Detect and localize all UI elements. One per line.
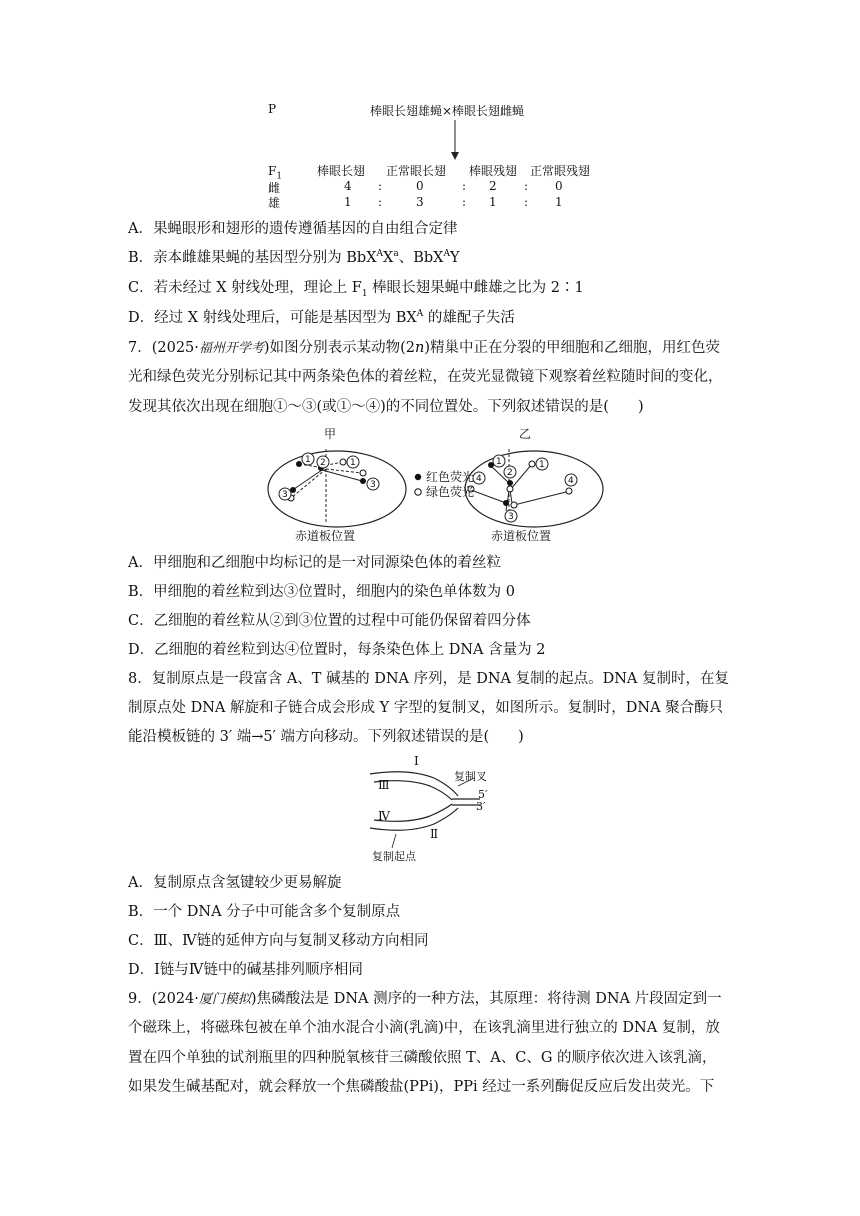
fig-jia-label: 甲	[324, 427, 337, 441]
svg-text:4: 4	[476, 474, 482, 484]
colon: :	[524, 195, 529, 209]
q9-stem-line-1: 9．(2024·厦门模拟)焦磷酸法是 DNA 测序的一种方法，其原理：将待测 DNA 片段固定到一	[128, 991, 722, 1007]
cross-text: 棒眼长翅雄蝇×棒眼长翅雌蝇	[370, 104, 525, 118]
q6-option-a: A．果蝇眼形和翅形的遗传遵循基因的自由组合定律	[128, 221, 458, 237]
svg-text:2: 2	[507, 468, 513, 478]
female-value: 0	[555, 179, 563, 193]
male-value: 1	[344, 195, 352, 209]
cell-figure	[266, 423, 606, 545]
end-3-label: 3′	[476, 800, 486, 813]
cross-figure	[260, 98, 620, 214]
male-value: 1	[489, 195, 497, 209]
end-5-label: 5′	[478, 788, 488, 801]
q8-stem-line-1: 8．复制原点是一段富含 A、T 碱基的 DNA 序列，是 DNA 复制的起点。DNA 复制时，在复	[128, 671, 729, 687]
q9-stem-line-3: 置在四个单独的试剂瓶里的四种脱氧核苷三磷酸依照 T、A、C、G 的顺序依次进入该乳滴，	[128, 1050, 717, 1066]
q7-stem-line-2: 光和绿色荧光分别标记其中两条染色体的着丝粒，在荧光显微镜下观察着丝粒随时间的变化，	[128, 369, 723, 385]
svg-text:1: 1	[305, 455, 311, 465]
q7-stem-line-1: 7．(2025·福州开学考)如图分别表示某动物(2n)精巢中正在分裂的甲细胞和乙细胞，用红色荧	[128, 340, 720, 356]
strand-iv-label: Ⅳ	[378, 809, 390, 823]
plate-label-jia: 赤道板位置	[295, 529, 356, 543]
colon: :	[378, 195, 383, 209]
fig-yi-label: 乙	[519, 427, 532, 441]
f1-header-4: 正常眼残翅	[530, 164, 591, 178]
male-label: 雄	[268, 196, 281, 210]
q6-option-b: B．亲本雌雄果蝇的基因型分别为 $BbX^AX^a$、BbX$^A$Y	[128, 249, 460, 266]
strand-ii-label: Ⅱ	[430, 827, 439, 841]
colon: :	[524, 179, 529, 193]
q8-stem-line-2: 制原点处 DNA 解旋和子链合成会形成 Y 字型的复制叉，如图所示。复制时，DNA 聚合酶只	[128, 700, 724, 716]
colon: :	[462, 179, 467, 193]
f1-label: $F_1$	[268, 164, 283, 182]
strand-i-label: Ⅰ	[414, 754, 419, 768]
replication-fork-figure	[368, 756, 508, 864]
q7-option-b: B．甲细胞的着丝粒到达③位置时，细胞内的染色单体数为 0	[128, 584, 515, 600]
q9-stem-line-4: 如果发生碱基配对，就会释放一个焦磷酸盐(PPi)，PPi 经过一系列酶促反应后发出荧光。下	[128, 1079, 715, 1095]
f1-header-1: 棒眼长翅	[317, 164, 366, 178]
female-value: 0	[416, 179, 424, 193]
q6-option-d: D．经过 X 射线处理后，可能是基因型为 $BX^A$ 的雄配子失活	[128, 309, 515, 326]
female-value: 4	[344, 179, 352, 193]
q8-option-a: A．复制原点含氢键较少更易解旋	[128, 875, 342, 891]
q7-option-c: C．乙细胞的着丝粒从②到③位置的过程中可能仍保留着四分体	[128, 613, 531, 629]
male-value: 3	[416, 195, 424, 209]
svg-text:1: 1	[496, 457, 502, 467]
legend-red: 红色荧光	[426, 470, 475, 484]
q8-option-b: B．一个 DNA 分子中可能含多个复制原点	[128, 904, 401, 920]
svg-text:1: 1	[539, 460, 545, 470]
q8-option-c: C．Ⅲ、Ⅳ链的延伸方向与复制叉移动方向相同	[128, 933, 429, 949]
q7-option-a: A．甲细胞和乙细胞中均标记的是一对同源染色体的着丝粒	[128, 555, 501, 571]
q7-stem-line-3: 发现其依次出现在细胞①～③(或①～④)的不同位置处。下列叙述错误的是( )	[128, 399, 644, 415]
male-value: 1	[555, 195, 563, 209]
q8-option-d: D．Ⅰ链与Ⅳ链中的碱基排列顺序相同	[128, 962, 363, 978]
q6-option-c: C．若未经过 X 射线处理，理论上 $F_1$ 棒眼长翅果蝇中雌雄之比为 2∶1	[128, 280, 584, 299]
f1-header-3: 棒眼残翅	[469, 164, 518, 178]
svg-text:4: 4	[568, 476, 574, 486]
strand-iii-label: Ⅲ	[378, 778, 390, 792]
plate-label-yi: 赤道板位置	[491, 529, 552, 543]
colon: :	[378, 179, 383, 193]
svg-text:2: 2	[320, 458, 326, 468]
q8-stem-line-3: 能沿模板链的 3′ 端→5′ 端方向移动。下列叙述错误的是( )	[128, 729, 524, 745]
q7-option-d: D．乙细胞的着丝粒到达④位置时，每条染色体上 DNA 含量为 2	[128, 642, 546, 658]
arrow-down-icon	[450, 120, 460, 160]
f1-header-2: 正常眼长翅	[386, 164, 447, 178]
svg-text:1: 1	[350, 458, 356, 468]
female-label: 雌	[268, 181, 281, 195]
colon: :	[462, 195, 467, 209]
p-label: P	[268, 102, 277, 116]
svg-text:3: 3	[370, 480, 376, 490]
svg-text:3: 3	[508, 512, 514, 522]
origin-label: 复制起点	[372, 850, 416, 863]
fork-label: 复制叉	[454, 770, 487, 783]
q9-stem-line-2: 个磁珠上，将磁珠包被在单个油水混合小滴(乳滴)中，在该乳滴里进行独立的 DNA 复制，放	[128, 1020, 720, 1036]
svg-text:3: 3	[282, 490, 288, 500]
legend-green: 绿色荧光	[426, 485, 475, 499]
female-value: 2	[489, 179, 497, 193]
